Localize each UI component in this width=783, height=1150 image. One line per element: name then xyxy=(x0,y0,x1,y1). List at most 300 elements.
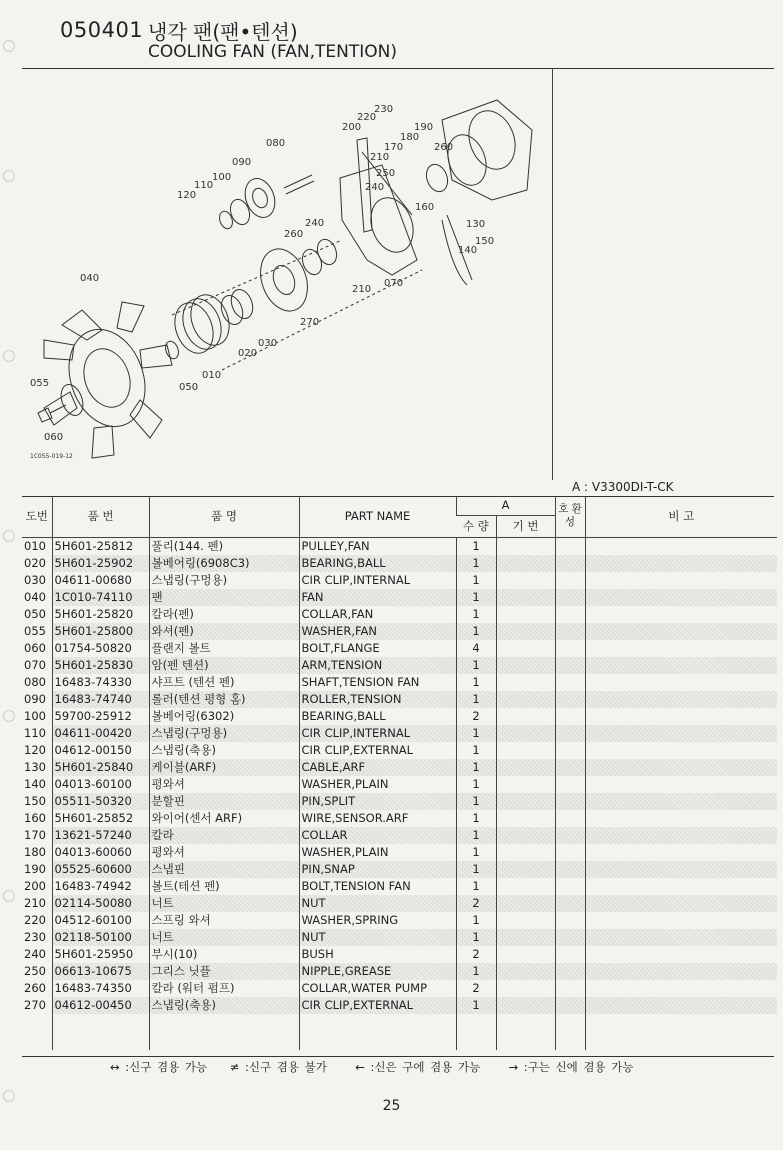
table-bottom-rule xyxy=(22,1056,774,1057)
cell-part-name: COLLAR,WATER PUMP xyxy=(299,980,456,997)
col-header-group-a: A xyxy=(456,496,555,515)
cell-qty: 1 xyxy=(456,776,496,793)
table-row xyxy=(22,708,777,725)
cell-compat xyxy=(555,606,585,623)
callout-090: 090 xyxy=(232,157,252,168)
cell-ki xyxy=(496,929,555,946)
cell-no: 180 xyxy=(24,844,46,859)
punch-hole xyxy=(3,710,15,722)
cell-ki xyxy=(496,861,555,878)
table-row xyxy=(22,589,777,606)
cell-compat xyxy=(555,929,585,946)
cell-remarks xyxy=(585,946,777,963)
table-row xyxy=(22,827,777,844)
cell-qty: 4 xyxy=(456,640,496,657)
cell-qty: 1 xyxy=(456,606,496,623)
cell-part-no: 5H601-25830 xyxy=(52,657,149,674)
cell-part-name: WASHER,PLAIN xyxy=(299,776,456,793)
callout-210-upper: 210 xyxy=(370,152,390,163)
cell-part-no: 1C010-74110 xyxy=(52,589,149,606)
cell-name-ko: 암(펜 텐션) xyxy=(149,657,299,674)
cell-compat xyxy=(555,844,585,861)
cell-qty: 1 xyxy=(456,810,496,827)
cell-name-ko: 풀리(144. 펜) xyxy=(149,537,299,555)
cell-qty: 1 xyxy=(456,623,496,640)
cell-part-name: PULLEY,FAN xyxy=(299,537,456,555)
table-row xyxy=(22,997,777,1014)
table-row xyxy=(22,759,777,776)
cell-compat xyxy=(555,861,585,878)
cell-remarks xyxy=(585,674,777,691)
cell-remarks xyxy=(585,640,777,657)
cell-part-no: 04612-00150 xyxy=(52,742,149,759)
table-row xyxy=(22,861,777,878)
cell-qty: 1 xyxy=(456,827,496,844)
cell-part-no: 16483-74330 xyxy=(52,674,149,691)
cell-part-no: 5H601-25852 xyxy=(52,810,149,827)
cell-ki xyxy=(496,776,555,793)
cell-name-ko: 볼트(테션 펜) xyxy=(149,878,299,895)
cell-compat xyxy=(555,623,585,640)
cell-remarks xyxy=(585,861,777,878)
cell-remarks xyxy=(585,844,777,861)
cell-part-no: 04611-00680 xyxy=(52,572,149,589)
cell-name-ko: 와이어(센서 ARF) xyxy=(149,810,299,827)
cell-compat xyxy=(555,963,585,980)
cell-part-name: BUSH xyxy=(299,946,456,963)
cell-remarks xyxy=(585,929,777,946)
table-row xyxy=(22,929,777,946)
cell-empty xyxy=(299,1014,456,1050)
cell-part-no: 16483-74350 xyxy=(52,980,149,997)
callout-080: 080 xyxy=(266,138,286,149)
cell-name-ko: 분할핀 xyxy=(149,793,299,810)
cell-compat xyxy=(555,810,585,827)
cell-remarks xyxy=(585,980,777,997)
cell-qty: 1 xyxy=(456,742,496,759)
section-code: 050401 xyxy=(60,18,144,42)
cell-no: 010 xyxy=(24,538,46,553)
cell-name-ko: 스냅링(축용) xyxy=(149,742,299,759)
header-rule xyxy=(22,68,774,69)
cell-part-name: CIR CLIP,INTERNAL xyxy=(299,572,456,589)
title-english: COOLING FAN (FAN,TENTION) xyxy=(148,42,397,62)
table-row xyxy=(22,606,777,623)
cell-part-no: 04512-60100 xyxy=(52,912,149,929)
figure-id: 1C055-019-12 xyxy=(30,453,73,460)
callout-270: 270 xyxy=(300,317,320,328)
cell-qty: 1 xyxy=(456,997,496,1014)
cell-ki xyxy=(496,827,555,844)
cell-compat xyxy=(555,691,585,708)
cell-remarks xyxy=(585,895,777,912)
cell-no: 230 xyxy=(24,929,46,944)
col-header-part-no: 품 번 xyxy=(52,496,149,537)
cell-no: 240 xyxy=(24,946,46,961)
cell-empty xyxy=(456,1014,496,1050)
col-header-qty: 수 량 xyxy=(456,515,496,537)
table-row xyxy=(22,895,777,912)
table-row xyxy=(22,844,777,861)
callout-240-upper: 240 xyxy=(365,182,385,193)
cell-part-name: BOLT,FLANGE xyxy=(299,640,456,657)
table-row xyxy=(22,691,777,708)
col-header-part-name: PART NAME xyxy=(299,496,456,537)
cell-compat xyxy=(555,572,585,589)
cell-qty: 1 xyxy=(456,929,496,946)
cell-part-name: CIR CLIP,EXTERNAL xyxy=(299,742,456,759)
cell-part-no: 59700-25912 xyxy=(52,708,149,725)
cell-remarks xyxy=(585,912,777,929)
callout-180: 180 xyxy=(400,132,420,143)
cell-compat xyxy=(555,555,585,572)
cell-no: 020 xyxy=(24,555,46,570)
cell-no: 070 xyxy=(24,657,46,672)
cell-qty: 1 xyxy=(456,537,496,555)
callout-020: 020 xyxy=(238,348,258,359)
cell-compat xyxy=(555,537,585,555)
cell-remarks xyxy=(585,623,777,640)
cell-compat xyxy=(555,793,585,810)
cell-ki xyxy=(496,572,555,589)
callout-210-lower: 210 xyxy=(352,284,372,295)
callout-100: 100 xyxy=(212,172,232,183)
cell-name-ko: 부시(10) xyxy=(149,946,299,963)
table-row xyxy=(22,963,777,980)
cell-qty: 2 xyxy=(456,980,496,997)
cell-ki xyxy=(496,589,555,606)
cell-ki xyxy=(496,537,555,555)
cell-part-no: 16483-74740 xyxy=(52,691,149,708)
legend-new-for-old: ← :신은 구에 겸용 가능 xyxy=(355,1060,481,1074)
model-label: A : V3300DI-T-CK xyxy=(572,480,674,494)
cell-remarks xyxy=(585,589,777,606)
cell-remarks xyxy=(585,963,777,980)
table-row xyxy=(22,572,777,589)
cell-ki xyxy=(496,878,555,895)
cell-compat xyxy=(555,640,585,657)
col-header-ki: 기 번 xyxy=(496,515,555,537)
cell-part-name: CIR CLIP,INTERNAL xyxy=(299,725,456,742)
callout-130: 130 xyxy=(466,219,486,230)
table-row xyxy=(22,878,777,895)
cell-empty xyxy=(585,1014,777,1050)
cell-qty: 1 xyxy=(456,674,496,691)
cell-ki xyxy=(496,708,555,725)
cell-part-no: 5H601-25902 xyxy=(52,555,149,572)
cell-part-name: FAN xyxy=(299,589,456,606)
cell-part-name: COLLAR,FAN xyxy=(299,606,456,623)
cell-remarks xyxy=(585,776,777,793)
cell-compat xyxy=(555,674,585,691)
cell-qty: 1 xyxy=(456,725,496,742)
cell-compat xyxy=(555,759,585,776)
punch-hole xyxy=(3,350,15,362)
cell-part-no: 01754-50820 xyxy=(52,640,149,657)
cell-qty: 1 xyxy=(456,589,496,606)
table-row xyxy=(22,793,777,810)
callout-240-lower: 240 xyxy=(305,218,325,229)
cell-no: 160 xyxy=(24,810,46,825)
callout-110: 110 xyxy=(194,180,214,191)
callout-250: 250 xyxy=(376,168,396,179)
cell-compat xyxy=(555,776,585,793)
cell-part-name: ARM,TENSION xyxy=(299,657,456,674)
cell-qty: 2 xyxy=(456,895,496,912)
cell-part-no: 02118-50100 xyxy=(52,929,149,946)
cell-ki xyxy=(496,895,555,912)
col-header-no: 도번 xyxy=(22,496,52,537)
cell-part-no: 13621-57240 xyxy=(52,827,149,844)
cell-compat xyxy=(555,878,585,895)
cell-name-ko: 와셔(펜) xyxy=(149,623,299,640)
cell-remarks xyxy=(585,997,777,1014)
cell-compat xyxy=(555,980,585,997)
table-row xyxy=(22,640,777,657)
cell-no: 120 xyxy=(24,742,46,757)
cell-name-ko: 스냅핀 xyxy=(149,861,299,878)
punch-hole xyxy=(3,40,15,52)
cell-no: 210 xyxy=(24,895,46,910)
cell-part-name: BOLT,TENSION FAN xyxy=(299,878,456,895)
cell-qty: 1 xyxy=(456,963,496,980)
table-row xyxy=(22,623,777,640)
cell-part-name: CIR CLIP,EXTERNAL xyxy=(299,997,456,1014)
cell-part-name: WASHER,PLAIN xyxy=(299,844,456,861)
callout-150: 150 xyxy=(475,236,495,247)
cell-remarks xyxy=(585,606,777,623)
cell-compat xyxy=(555,827,585,844)
diagram-divider xyxy=(552,68,553,480)
cell-part-no: 05511-50320 xyxy=(52,793,149,810)
cell-ki xyxy=(496,606,555,623)
cell-ki xyxy=(496,793,555,810)
legend xyxy=(110,1059,634,1075)
cell-no: 190 xyxy=(24,861,46,876)
callout-260-upper: 260 xyxy=(434,142,454,153)
exploded-diagram xyxy=(22,70,552,470)
cell-ki xyxy=(496,691,555,708)
cell-part-name: SHAFT,TENSION FAN xyxy=(299,674,456,691)
cell-ki xyxy=(496,674,555,691)
table-row-empty xyxy=(22,1014,777,1050)
cell-no: 130 xyxy=(24,759,46,774)
cell-part-no: 04013-60060 xyxy=(52,844,149,861)
table-row xyxy=(22,912,777,929)
cell-compat xyxy=(555,708,585,725)
cell-no: 055 xyxy=(24,623,46,638)
cell-part-name: CABLE,ARF xyxy=(299,759,456,776)
cell-part-name: WASHER,SPRING xyxy=(299,912,456,929)
col-header-name-ko: 품 명 xyxy=(149,496,299,537)
cell-compat xyxy=(555,725,585,742)
col-header-compat: 호 환 성 xyxy=(555,496,585,537)
cell-part-name: ROLLER,TENSION xyxy=(299,691,456,708)
cell-qty: 2 xyxy=(456,708,496,725)
cell-qty: 1 xyxy=(456,759,496,776)
cell-remarks xyxy=(585,555,777,572)
cell-no: 220 xyxy=(24,912,46,927)
cell-no: 250 xyxy=(24,963,46,978)
cell-empty xyxy=(496,1014,555,1050)
legend-not-interchangeable: ≠ :신구 겸용 불가 xyxy=(229,1060,327,1074)
table-row xyxy=(22,742,777,759)
callout-070: 070 xyxy=(384,278,404,289)
cell-part-no: 16483-74942 xyxy=(52,878,149,895)
cell-part-no: 5H601-25812 xyxy=(52,537,149,555)
cell-name-ko: 롤러(텐션 평형 홈) xyxy=(149,691,299,708)
callout-140: 140 xyxy=(458,245,478,256)
cell-no: 080 xyxy=(24,674,46,689)
table-row xyxy=(22,674,777,691)
cell-part-name: BEARING,BALL xyxy=(299,555,456,572)
cell-ki xyxy=(496,946,555,963)
callout-260-lower: 260 xyxy=(284,229,304,240)
cell-ki xyxy=(496,657,555,674)
callout-030: 030 xyxy=(258,338,278,349)
cell-name-ko: 스프링 와셔 xyxy=(149,912,299,929)
cell-ki xyxy=(496,555,555,572)
cell-part-name: WASHER,FAN xyxy=(299,623,456,640)
cell-no: 200 xyxy=(24,878,46,893)
cell-part-no: 5H601-25820 xyxy=(52,606,149,623)
cell-remarks xyxy=(585,878,777,895)
cell-qty: 2 xyxy=(456,946,496,963)
table-row xyxy=(22,555,777,572)
cell-empty xyxy=(52,1014,149,1050)
cell-remarks xyxy=(585,725,777,742)
cell-compat xyxy=(555,657,585,674)
cell-no: 140 xyxy=(24,776,46,791)
cell-name-ko: 샤프트 (텐션 펜) xyxy=(149,674,299,691)
cell-ki xyxy=(496,640,555,657)
cell-no: 040 xyxy=(24,589,46,604)
table-row xyxy=(22,657,777,674)
cell-qty: 1 xyxy=(456,912,496,929)
cell-name-ko: 스냅링(축용) xyxy=(149,997,299,1014)
parts-table xyxy=(22,496,777,1050)
cell-no: 030 xyxy=(24,572,46,587)
cell-ki xyxy=(496,912,555,929)
cell-part-name: NIPPLE,GREASE xyxy=(299,963,456,980)
cell-name-ko: 칼라 xyxy=(149,827,299,844)
cell-no: 050 xyxy=(24,606,46,621)
cell-name-ko: 평와셔 xyxy=(149,776,299,793)
callout-160: 160 xyxy=(415,202,435,213)
cell-remarks xyxy=(585,691,777,708)
cell-empty xyxy=(149,1014,299,1050)
cell-remarks xyxy=(585,759,777,776)
cell-compat xyxy=(555,997,585,1014)
cell-qty: 1 xyxy=(456,555,496,572)
cell-no: 270 xyxy=(24,997,46,1012)
callout-220: 220 xyxy=(357,112,377,123)
cell-no: 110 xyxy=(24,725,46,740)
cell-part-name: NUT xyxy=(299,929,456,946)
cell-name-ko: 스냅링(구멍용) xyxy=(149,572,299,589)
cell-qty: 1 xyxy=(456,844,496,861)
cell-part-no: 5H601-25840 xyxy=(52,759,149,776)
cell-remarks xyxy=(585,810,777,827)
cell-ki xyxy=(496,844,555,861)
callout-200: 200 xyxy=(342,122,362,133)
cell-part-no: 5H601-25950 xyxy=(52,946,149,963)
cell-name-ko: 칼라 (워터 펌프) xyxy=(149,980,299,997)
cell-compat xyxy=(555,895,585,912)
cell-name-ko: 볼베어링(6302) xyxy=(149,708,299,725)
cell-compat xyxy=(555,946,585,963)
punch-hole xyxy=(3,170,15,182)
cell-qty: 1 xyxy=(456,691,496,708)
cell-ki xyxy=(496,623,555,640)
punch-hole xyxy=(3,890,15,902)
table-row xyxy=(22,776,777,793)
legend-old-for-new: → :구는 신에 겸용 가능 xyxy=(508,1060,634,1074)
cell-part-name: BEARING,BALL xyxy=(299,708,456,725)
legend-interchangeable: ↔ :신구 겸용 가능 xyxy=(110,1060,208,1074)
cell-name-ko: 평와셔 xyxy=(149,844,299,861)
cell-ki xyxy=(496,997,555,1014)
callout-060: 060 xyxy=(44,432,64,443)
cell-remarks xyxy=(585,572,777,589)
cell-part-no: 02114-50080 xyxy=(52,895,149,912)
cell-empty xyxy=(22,1014,52,1050)
cell-part-no: 5H601-25800 xyxy=(52,623,149,640)
cell-no: 060 xyxy=(24,640,46,655)
table-row xyxy=(22,725,777,742)
cell-remarks xyxy=(585,708,777,725)
page-number: 25 xyxy=(382,1098,401,1114)
callout-040: 040 xyxy=(80,273,100,284)
punch-hole xyxy=(3,530,15,542)
cell-remarks xyxy=(585,742,777,759)
cell-ki xyxy=(496,742,555,759)
cell-remarks xyxy=(585,793,777,810)
cell-part-name: PIN,SPLIT xyxy=(299,793,456,810)
cell-no: 170 xyxy=(24,827,46,842)
cell-remarks xyxy=(585,657,777,674)
cell-no: 090 xyxy=(24,691,46,706)
callout-055: 055 xyxy=(30,378,50,389)
cell-compat xyxy=(555,742,585,759)
cell-name-ko: 그리스 닛플 xyxy=(149,963,299,980)
cell-ki xyxy=(496,725,555,742)
cell-name-ko: 볼베어링(6908C3) xyxy=(149,555,299,572)
cell-compat xyxy=(555,589,585,606)
cell-ki xyxy=(496,980,555,997)
cell-name-ko: 팬 xyxy=(149,589,299,606)
cell-part-name: PIN,SNAP xyxy=(299,861,456,878)
callout-050: 050 xyxy=(179,382,199,393)
cell-ki xyxy=(496,963,555,980)
cell-no: 100 xyxy=(24,708,46,723)
cell-no: 260 xyxy=(24,980,46,995)
table-row xyxy=(22,810,777,827)
cell-qty: 1 xyxy=(456,861,496,878)
cell-part-no: 04013-60100 xyxy=(52,776,149,793)
cell-part-no: 04612-00450 xyxy=(52,997,149,1014)
cell-part-no: 04611-00420 xyxy=(52,725,149,742)
table-row xyxy=(22,946,777,963)
cell-qty: 1 xyxy=(456,572,496,589)
table-row xyxy=(22,980,777,997)
cell-remarks xyxy=(585,537,777,555)
cell-name-ko: 플랜지 볼트 xyxy=(149,640,299,657)
cell-qty: 1 xyxy=(456,793,496,810)
cell-name-ko: 케이블(ARF) xyxy=(149,759,299,776)
callout-190: 190 xyxy=(414,122,434,133)
callout-010: 010 xyxy=(202,370,222,381)
